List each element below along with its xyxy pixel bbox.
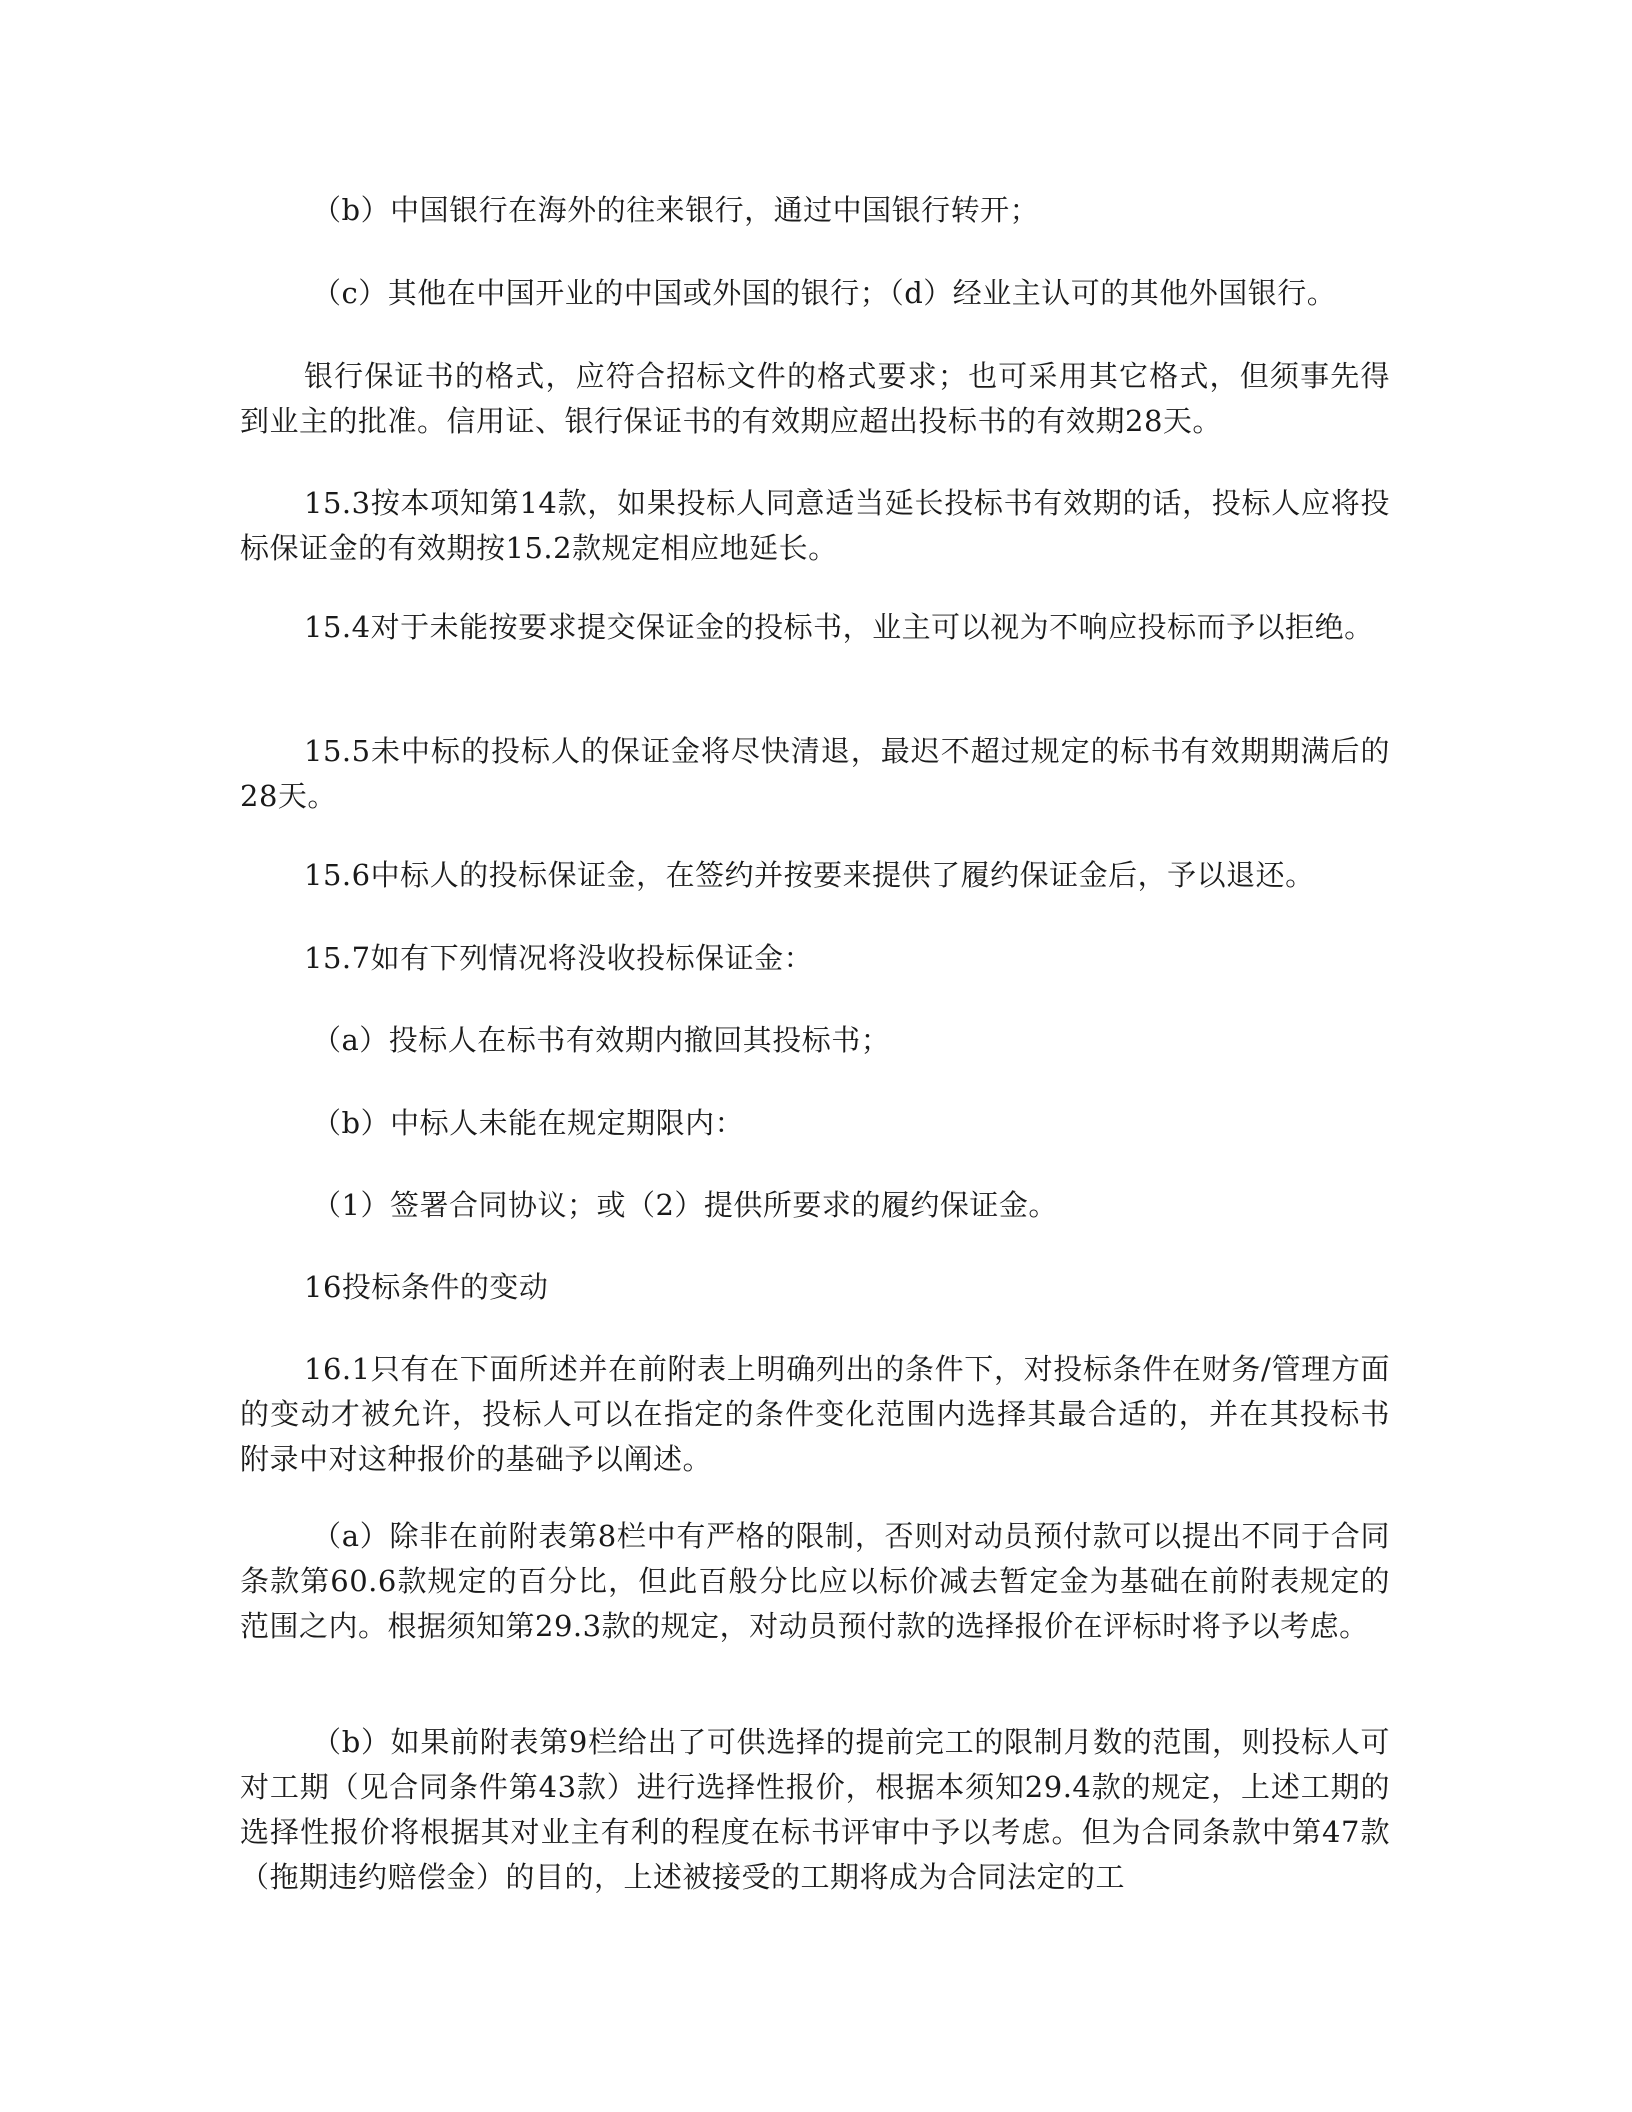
paragraph-15-7-a: （a）投标人在标书有效期内撤回其投标书； <box>312 1023 891 1057</box>
paragraph-16-1-a: （a）除非在前附表第8栏中有严格的限制，否则对动员预付款可以提出不同于合同条款第60.6款规定的百分比，但此百般分比应以标价减去暂定金为基础在前附表规定的范围之内。根据须知第29.3款的规定，对动员预付款的选择报价在评标时将予以考虑。 <box>240 1519 1390 1643</box>
paragraph-15-3: 15.3按本项知第14款，如果投标人同意适当延长投标书有效期的话，投标人应将投标保证金的有效期按15.2款规定相应地延长。 <box>240 486 1390 565</box>
paragraph-15-6: 15.6中标人的投标保证金，在签约并按要来提供了履约保证金后，予以退还。 <box>304 858 1315 892</box>
paragraph-guarantee-format: 银行保证书的格式，应符合招标文件的格式要求；也可采用其它格式，但须事先得到业主的批准。信用证、银行保证书的有效期应超出投标书的有效期28天。 <box>240 359 1390 438</box>
paragraph-15-2-c-d: （c）其他在中国开业的中国或外国的银行；（d）经业主认可的其他外国银行。 <box>312 276 1337 310</box>
paragraph-16-1: 16.1只有在下面所述并在前附表上明确列出的条件下，对投标条件在财务/管理方面的变动才被允许，投标人可以在指定的条件变化范围内选择其最合适的，并在其投标书附录中对这种报价的基础予以阐述。 <box>240 1352 1390 1476</box>
section-heading-16: 16投标条件的变动 <box>304 1270 549 1304</box>
paragraph-15-7-b: （b）中标人未能在规定期限内： <box>312 1106 745 1140</box>
paragraph-16-1-b: （b）如果前附表第9栏给出了可供选择的提前完工的限制月数的范围，则投标人可对工期（见合同条件第43款）进行选择性报价，根据本须知29.4款的规定，上述工期的选择性报价将根据其对业主有利的程度在标书评审中予以考虑。但为合同条款中第47款（拖期违约赔偿金）的目的，上述被接受的工期将成为合同法定的工 <box>240 1725 1390 1894</box>
paragraph-15-2-b: （b）中国银行在海外的往来银行，通过中国银行转开； <box>312 193 1040 227</box>
paragraph-15-5: 15.5未中标的投标人的保证金将尽快清退，最迟不超过规定的标书有效期期满后的28天。 <box>240 734 1390 813</box>
paragraph-15-7-b-items: （1）签署合同协议；或（2）提供所要求的履约保证金。 <box>312 1188 1058 1222</box>
paragraph-15-4: 15.4对于未能按要求提交保证金的投标书，业主可以视为不响应投标而予以拒绝。 <box>304 610 1374 644</box>
paragraph-15-7: 15.7如有下列情况将没收投标保证金： <box>304 941 814 975</box>
